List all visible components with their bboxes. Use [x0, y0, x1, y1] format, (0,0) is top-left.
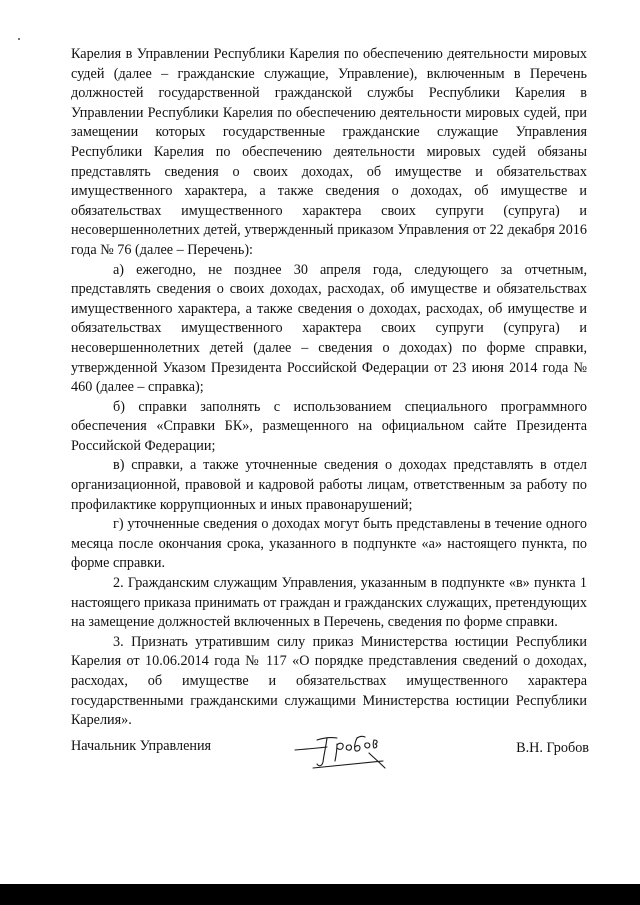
document-body	[71, 45, 587, 731]
signature-block	[71, 737, 589, 777]
subparagraph-g: г) уточненные сведения о доходах могут быть представлены в течение одного месяца после окончания срока, указанного в подпункте «а» настоящего пункта, по форме справки.	[71, 516, 587, 572]
paragraph-2: 2. Гражданским служащим Управления, указанным в подпункте «в» пункта 1 настоящего приказа принимать от граждан и гражданских служащих, претендующих на замещение должностей включенных в Перечень, сведения по форме справки.	[71, 575, 587, 631]
paragraph-continuation: Карелия в Управлении Республики Карелия по обеспечению деятельности мировых судей (далее – гражданские служащие, Управление), включенным в Перечень должностей государственной гражданской службы Республики Карелия в Управлении Республики Карелия по обеспечению деятельности мировых судей, при замещении которых государственные гражданские служащие Управления Республики Карелия по обеспечению деятельности мировых судей обязаны представлять сведения о своих доходах, об имуществе и обязательствах имущественного характера, а также сведения о доходах, об имуществе и обязательствах имущественного характера своих супруги (супруга) и несовершеннолетних детей, утвержденный приказом Управления от 22 декабря 2016 года № 76 (далее – Перечень):	[71, 46, 587, 258]
scan-speck	[18, 38, 20, 40]
signatory-position: Начальник Управления	[71, 738, 212, 754]
scan-border-bar	[0, 884, 640, 905]
handwritten-signature	[293, 728, 389, 772]
subparagraph-b: б) справки заполнять с использованием специального программного обеспечения «Справки БК», размещенного на официальном сайте Президента Российской Федерации;	[71, 398, 587, 454]
subparagraph-a: а) ежегодно, не позднее 30 апреля года, следующего за отчетным, представлять сведения о своих доходах, расходах, об имуществе и обязательствах имущественного характера, а также сведения о доходах, расходах, об имуществе и обязательствах имущественного характера своих супруги (супруга) и несовершеннолетних детей (далее – сведения о доходах) по форме справки, утвержденной Указом Президента Российской Федерации от 23 июня 2014 года № 460 (далее – справка);	[71, 261, 587, 396]
paragraph-3: 3. Признать утратившим силу приказ Министерства юстиции Республики Карелия от 10.06.2014 года № 117 «О порядке представления сведений о доходах, расходах, об имуществе и обязательствах имущественного характера государственными гражданскими служащими Министерства юстиции Республики Карелия».	[71, 633, 587, 729]
subparagraph-v: в) справки, а также уточненные сведения о доходах представлять в отдел организационной, правовой и кадровой работы лицам, ответственным за работу по профилактике коррупционных и иных правонарушений;	[71, 457, 587, 513]
signatory-name: В.Н. Гробов	[516, 740, 589, 756]
